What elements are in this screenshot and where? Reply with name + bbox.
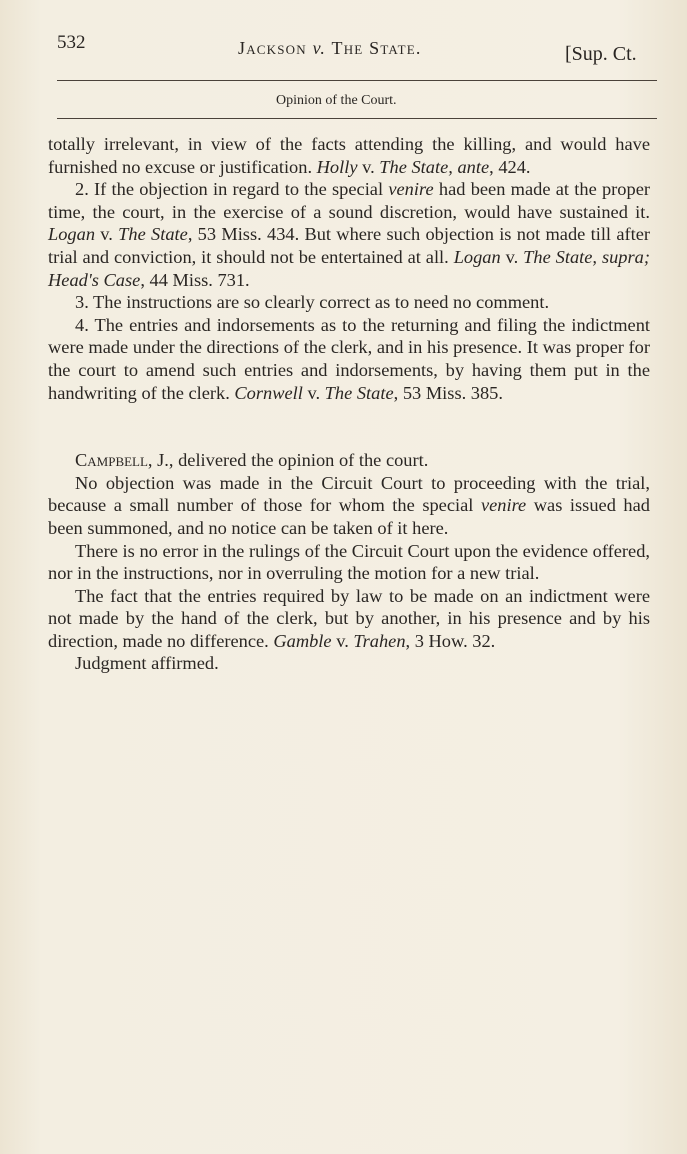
- case-title: [238, 38, 422, 59]
- judgment-line: Judgment affirmed.: [75, 653, 219, 674]
- case-title-versus: v.: [312, 38, 327, 58]
- opinion-paragraph-3: The fact that the entries required by law to be made on an indictment were not made by the hand of the clerk, but by another, in his presence and by his direction, made no difference. Gamble v. Trahen, 3 How. 32.: [48, 585, 650, 651]
- section-gap: [48, 404, 650, 449]
- page-body: [48, 133, 650, 675]
- section-subheader: Opinion of the Court.: [276, 93, 397, 108]
- court-label: [Sup. Ct.: [565, 43, 637, 65]
- header-rule-top: [57, 80, 657, 81]
- header-rule-bottom: [57, 118, 657, 119]
- running-header: [0, 30, 687, 70]
- brief-paragraph-1: totally irrelevant, in view of the facts attending the killing, and would have furnished no excuse or justification. Holly v. The State, ante, 424.: [48, 134, 650, 177]
- opinion-paragraph-1: No objection was made in the Circuit Court to proceeding with the trial, because a small number of those for whom the special venire was issued had been summoned, and no notice can be taken of it here.: [48, 472, 650, 538]
- opinion-intro: Campbell, J., delivered the opinion of the court.: [75, 450, 429, 471]
- page-number: 532: [57, 32, 86, 53]
- brief-paragraph-2: 2. If the objection in regard to the special venire had been made at the proper time, the court, in the exercise of a sound discretion, would have sustained it. Logan v. The State, 53 Miss. 434. But where such objection is not made till after trial and conviction, it should not be entertained at all. Logan v. The State, supra; Head's Case, 44 Miss. 731.: [48, 179, 650, 290]
- opinion-author: Campbell, J.: [75, 450, 169, 471]
- case-title-party-a: Jackson: [238, 38, 307, 58]
- case-title-party-b: The State.: [331, 38, 422, 58]
- brief-paragraph-3: 3. The instructions are so clearly correct as to need no comment.: [75, 292, 550, 313]
- opinion-paragraph-2: There is no error in the rulings of the Circuit Court upon the evidence offered, nor in the instructions, nor in overruling the motion for a new trial.: [48, 540, 650, 584]
- brief-paragraph-4: 4. The entries and indorsements as to the returning and filing the indictment were made under the directions of the clerk, and in his presence. It was proper for the court to amend such entries and indorsements, by having them put in the handwriting of the clerk. Cornwell v. The State, 53 Miss. 385.: [48, 314, 650, 403]
